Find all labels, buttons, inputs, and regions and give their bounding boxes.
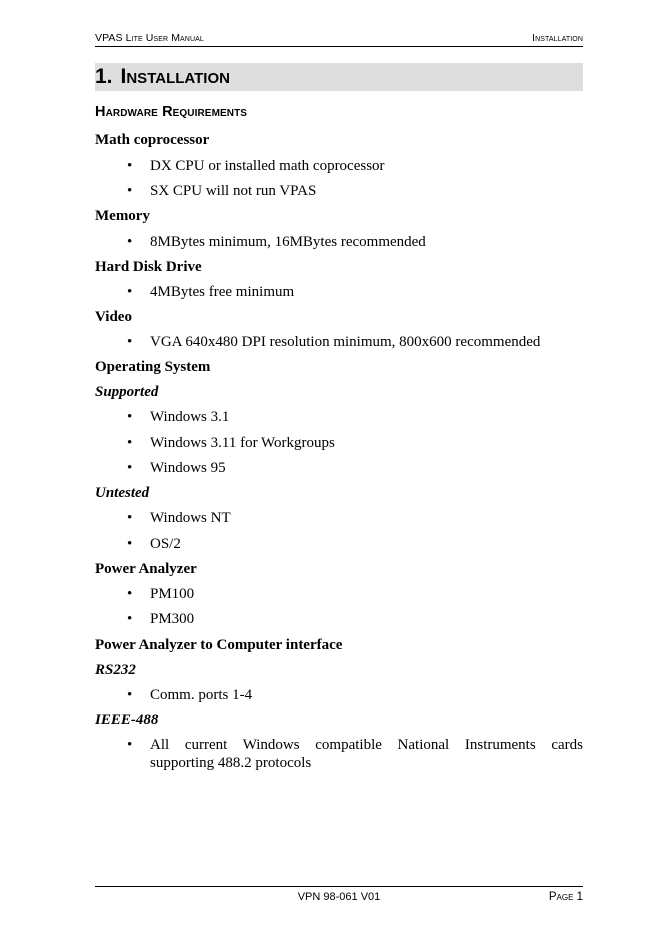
list-item: PM100: [150, 586, 195, 602]
bullet-icon: •: [127, 183, 133, 199]
bullet-icon: •: [127, 284, 133, 300]
bullet-icon: •: [127, 334, 133, 350]
footer-page-number: Page 1: [548, 891, 583, 903]
list-item: Windows 95: [150, 460, 226, 476]
section-heading: Hardware Requirements: [95, 104, 248, 120]
bullet-icon: •: [127, 536, 133, 552]
bullet-icon: •: [127, 409, 133, 425]
manual-page: [95, 0, 583, 936]
list-item: 4MBytes free minimum: [150, 284, 295, 300]
bullet-icon: •: [127, 234, 133, 250]
subgroup-title-rs232: RS232: [95, 662, 136, 678]
group-title-memory: Memory: [95, 208, 150, 224]
list-item: 8MBytes minimum, 16MBytes recommended: [150, 234, 426, 250]
list-item: PM300: [150, 611, 195, 627]
list-item-line-2: supporting 488.2 protocols: [150, 755, 312, 771]
footer-document-id: VPN 98-061 V01: [297, 891, 381, 903]
list-item: VGA 640x480 DPI resolution minimum, 800x600 recommended: [150, 334, 541, 350]
page-footer: [95, 886, 583, 907]
bullet-icon: •: [127, 460, 133, 476]
list-item: OS/2: [150, 536, 181, 552]
bullet-icon: •: [127, 586, 133, 602]
subgroup-title-untested: Untested: [95, 485, 150, 501]
bullet-icon: •: [127, 737, 133, 753]
subgroup-title-ieee: IEEE-488: [95, 712, 159, 728]
group-title-os: Operating System: [95, 359, 211, 375]
bullet-icon: •: [127, 510, 133, 526]
bullet-icon: •: [127, 687, 133, 703]
subgroup-title-supported: Supported: [95, 384, 159, 400]
bullet-icon: •: [127, 611, 133, 627]
page-header: [95, 31, 583, 47]
list-item: Windows 3.1: [150, 409, 230, 425]
list-item: DX CPU or installed math coprocessor: [150, 158, 385, 174]
group-title-disk: Hard Disk Drive: [95, 259, 202, 275]
list-item: Windows NT: [150, 510, 231, 526]
group-title-analyzer: Power Analyzer: [95, 561, 197, 577]
group-title-interface: Power Analyzer to Computer interface: [95, 637, 343, 653]
bullet-icon: •: [127, 435, 133, 451]
list-item: Comm. ports 1-4: [150, 687, 253, 703]
list-item: Windows 3.11 for Workgroups: [150, 435, 335, 451]
list-item-multiline: [150, 736, 583, 772]
chapter-title: Installation: [120, 65, 230, 88]
list-item-line-1: All current Windows compatible National Instruments cards: [150, 737, 583, 753]
group-title-math: Math coprocessor: [95, 132, 210, 148]
chapter-heading: [95, 63, 583, 91]
chapter-number: 1.: [95, 65, 113, 88]
header-section-title: Installation: [532, 32, 583, 44]
list-item: SX CPU will not run VPAS: [150, 183, 317, 199]
group-title-video: Video: [95, 309, 132, 325]
bullet-icon: •: [127, 158, 133, 174]
header-manual-title: VPAS Lite User Manual: [95, 32, 204, 44]
